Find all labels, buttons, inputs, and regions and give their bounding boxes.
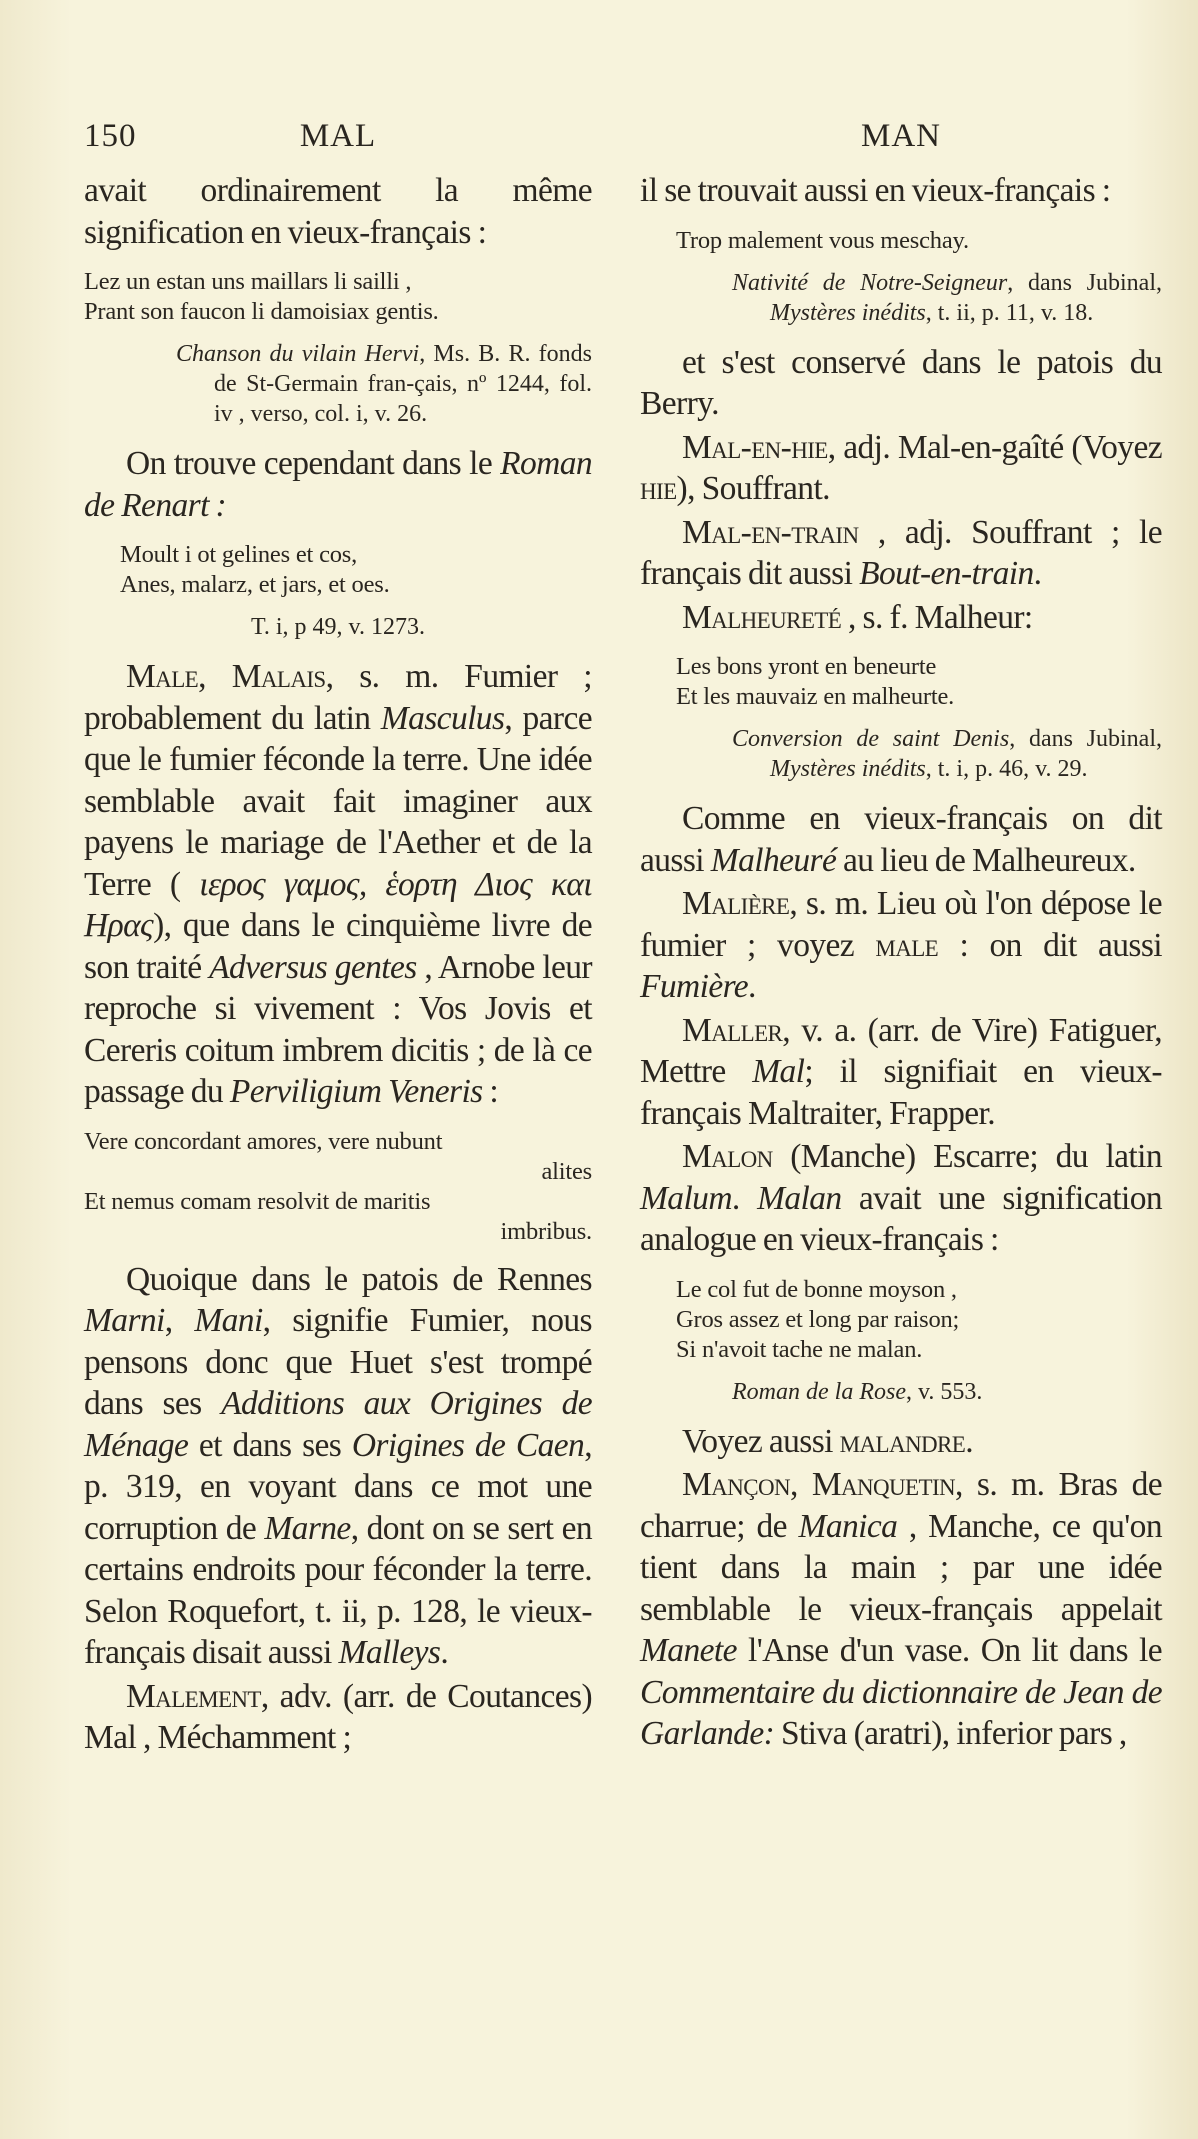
italic-text: Chanson du vilain Hervi [176, 341, 420, 367]
text-run: , Manche, ce qu'on tient dans la main ; par une idée semblable le vieux-français appelait [640, 1507, 1162, 1628]
text-run: Stiva (aratri), inferior pars , [774, 1715, 1127, 1752]
verse-line: Les bons yront en beneurte [676, 653, 937, 680]
verse-line: Gros assez et long par raison; [676, 1305, 960, 1333]
text-run: On trouve cependant dans le [126, 445, 501, 482]
verse-quotation [84, 267, 592, 327]
text-run: . [965, 1422, 973, 1460]
dictionary-paragraph [84, 1259, 592, 1674]
source-citation [84, 339, 592, 429]
dictionary-paragraph [640, 342, 1162, 425]
source-citation [640, 268, 1162, 328]
verse-line: Trop malement vous meschay. [676, 226, 969, 254]
headword: male [875, 926, 939, 964]
italic-text: ιερος γαμος, ἑορτη Διος και Ηρας [84, 865, 592, 944]
verse-quotation [640, 1275, 1162, 1365]
italic-text: Fumière [640, 968, 749, 1005]
headword: hie [640, 470, 677, 507]
right-column-body [640, 170, 1162, 1755]
page-number: 150 [84, 118, 137, 154]
verse-line: Si n'avoit tache ne malan. [676, 1335, 923, 1363]
dictionary-paragraph [640, 597, 1162, 639]
verse-quotation [640, 226, 1162, 256]
headword: Maller [682, 1011, 783, 1049]
verse-line: Vere concordant amores, vere nubunt [84, 1127, 443, 1155]
italic-text: Malheuré [710, 841, 837, 879]
text-run: ), Souffrant. [676, 470, 830, 507]
italic-text: Mal [752, 1053, 805, 1090]
headword: Malheureté [682, 598, 842, 636]
headword: Mal-en-hie [682, 428, 828, 466]
headword: Mal-en-train [682, 513, 859, 551]
text-run: T. i, p 49, v. 1273. [251, 614, 425, 640]
dictionary-paragraph [84, 443, 592, 526]
italic-text: Nativité de Notre-Seigneur [732, 269, 1008, 296]
italic-text: Malum [640, 1179, 732, 1217]
left-headword: MAL [299, 118, 377, 154]
dictionary-paragraph [640, 798, 1162, 881]
running-head-left [84, 118, 592, 170]
source-citation [640, 724, 1162, 784]
text-run: . [440, 1634, 449, 1671]
text-run: Comme en vieux-français on dit aussi [640, 800, 1162, 879]
italic-text: Additions aux Origines de Ménage [84, 1385, 592, 1464]
text-run: ), que dans le cinquième livre de son traité [84, 907, 592, 986]
text-run: , s. m. Lieu où l'on dépose le fumier ; voyez [640, 885, 1162, 964]
verse-line: Et les mauvaiz en malheurte. [676, 683, 955, 710]
italic-text: Perviligium Veneris [229, 1073, 483, 1110]
dictionary-paragraph [84, 656, 592, 1113]
italic-text: Marne [264, 1509, 351, 1547]
text-run: Quoique dans le patois de Rennes [126, 1260, 592, 1298]
verse-line: Anes, malarz, et jars, et oes. [120, 571, 390, 598]
text-run: , dans Jubinal, [1009, 726, 1162, 752]
text-run: : [482, 1073, 499, 1110]
left-column [84, 118, 592, 1761]
text-run: ; il signifiait en vieux-français Maltraiter, Frapper. [640, 1053, 1162, 1132]
verse-line: Et nemus comam resolvit de maritis [84, 1187, 431, 1215]
text-run: (Manche) Escarre; du latin [772, 1138, 1162, 1175]
text-run: , p. 319, en voyant dans ce mot une corruption de [84, 1426, 592, 1547]
headword: Mançon [682, 1466, 790, 1503]
italic-text: Manica [798, 1507, 898, 1545]
text-run: , adj. Souffrant ; le français dit aussi [640, 513, 1162, 592]
dictionary-paragraph [640, 1136, 1162, 1261]
text-run: , s. m. Fumier ; probablement du latin [84, 658, 592, 737]
italic-text: Mani [194, 1302, 263, 1339]
headword: Malon [682, 1138, 773, 1175]
text-run: , parce que le fumier féconde la terre. Une idée semblable avait fait imaginer aux payens le mariage de l'Aether et de la Terre ( [84, 699, 592, 903]
text-run: , dans Jubinal, [1007, 269, 1162, 296]
text-run: , adj. Mal-en-gaîté (Voyez [827, 428, 1162, 466]
dictionary-paragraph [640, 1464, 1162, 1755]
right-headword: MAN [860, 118, 941, 154]
text-run: l'Anse d'un vase. On lit dans le [736, 1632, 1162, 1669]
verse-quotation [84, 1127, 592, 1247]
text-run: , dont on se sert en certains endroits pour féconder la terre. Selon Roquefort, t. ii, p. 128, le vieux-français disait aussi [84, 1509, 593, 1671]
right-column [640, 118, 1162, 1757]
text-run: il se trouvait aussi en vieux-français : [640, 172, 1111, 209]
text-run: : on dit aussi [938, 926, 1162, 964]
text-run: Voyez aussi [682, 1422, 840, 1460]
verse-line: Le col fut de bonne moyson , [676, 1275, 957, 1303]
verse-line: imbribus. [500, 1217, 592, 1245]
dictionary-paragraph [84, 1676, 592, 1759]
running-head-right [640, 118, 1162, 170]
headword: Malement [126, 1677, 261, 1715]
text-run: , adv. (arr. de Coutances) Mal , Méchamment ; [84, 1677, 592, 1756]
italic-text: Malleys [338, 1634, 441, 1671]
text-run: , s. m. Bras de charrue; de [640, 1466, 1162, 1545]
text-run: , s. f. Malheur: [841, 598, 1033, 636]
text-run: , v. a. (arr. de Vire) Fatiguer, Mettre [640, 1011, 1162, 1090]
dictionary-paragraph [640, 883, 1162, 1008]
text-run: , v. 553. [905, 1378, 983, 1405]
dictionary-paragraph [84, 170, 592, 253]
verse-quotation [84, 540, 592, 600]
text-run: , [198, 658, 232, 695]
italic-text: Adversus gentes [209, 948, 417, 986]
text-run: et dans ses [188, 1426, 352, 1464]
headword: Male [126, 658, 199, 695]
italic-text: Manete [640, 1632, 737, 1669]
italic-text: Roman de Renart : [84, 445, 592, 524]
text-run: . [1033, 555, 1042, 592]
headword: Manquetin [811, 1466, 956, 1503]
text-run: , Ms. B. R. fonds de St-Germain fran-çais, nº 1244, fol. iv , verso, col. i, v. 26. [214, 341, 592, 427]
verse-quotation [640, 652, 1162, 712]
text-run: . [731, 1179, 758, 1217]
italic-text: Roman de la Rose [732, 1378, 906, 1405]
verse-line: Moult i ot gelines et cos, [120, 541, 358, 568]
text-run: , t. ii, p. 11, v. 18. [925, 299, 1094, 326]
italic-text: Conversion de saint Denis [732, 726, 1010, 752]
text-run: avait ordinairement la même signification en vieux-français : [84, 172, 592, 251]
text-run: , signifie Fumier, nous pensons donc que Huet s'est trompé dans ses [84, 1302, 592, 1422]
italic-text: Masculus [380, 699, 505, 737]
verse-line: alites [541, 1157, 592, 1185]
dictionary-paragraph [640, 1421, 1162, 1463]
italic-text: Commentaire du dictionnaire de Jean de Garlande: [640, 1673, 1162, 1752]
text-run: , [164, 1302, 195, 1339]
italic-text: Bout-en-train [859, 555, 1034, 592]
dictionary-paragraph [640, 427, 1162, 510]
italic-text: Mystères inédits [770, 299, 926, 326]
italic-text: Mystères inédits [770, 756, 926, 782]
text-run: . [748, 968, 756, 1005]
verse-line: Prant son faucon li damoisiax gentis. [84, 298, 439, 325]
text-run: et s'est conservé dans le patois du Berry. [640, 343, 1162, 422]
verse-line: Lez un estan uns maillars li sailli , [84, 268, 412, 295]
source-citation [84, 612, 592, 642]
italic-text: Origines de Caen [351, 1426, 585, 1464]
dictionary-paragraph [640, 1010, 1162, 1135]
headword: Malière [682, 885, 790, 922]
italic-text: Marni [84, 1302, 165, 1339]
text-run: , Arnobe leur reproche si vivement : Vos Jovis et Cereris coitum imbrem dicitis ; de là ce passage du [84, 948, 592, 1110]
source-citation [640, 1377, 1162, 1407]
text-run: , t. i, p. 46, v. 29. [925, 756, 1088, 782]
dictionary-paragraph [640, 512, 1162, 595]
italic-text: Malan [757, 1179, 842, 1217]
left-column-body [84, 170, 592, 1759]
dictionary-paragraph [640, 170, 1162, 212]
headword: Malais [231, 658, 326, 695]
text-run: avait une signification analogue en vieux-français : [640, 1179, 1162, 1258]
text-run: , [789, 1466, 812, 1503]
headword: malandre [839, 1422, 966, 1460]
text-run: au lieu de Malheureux. [836, 841, 1136, 879]
